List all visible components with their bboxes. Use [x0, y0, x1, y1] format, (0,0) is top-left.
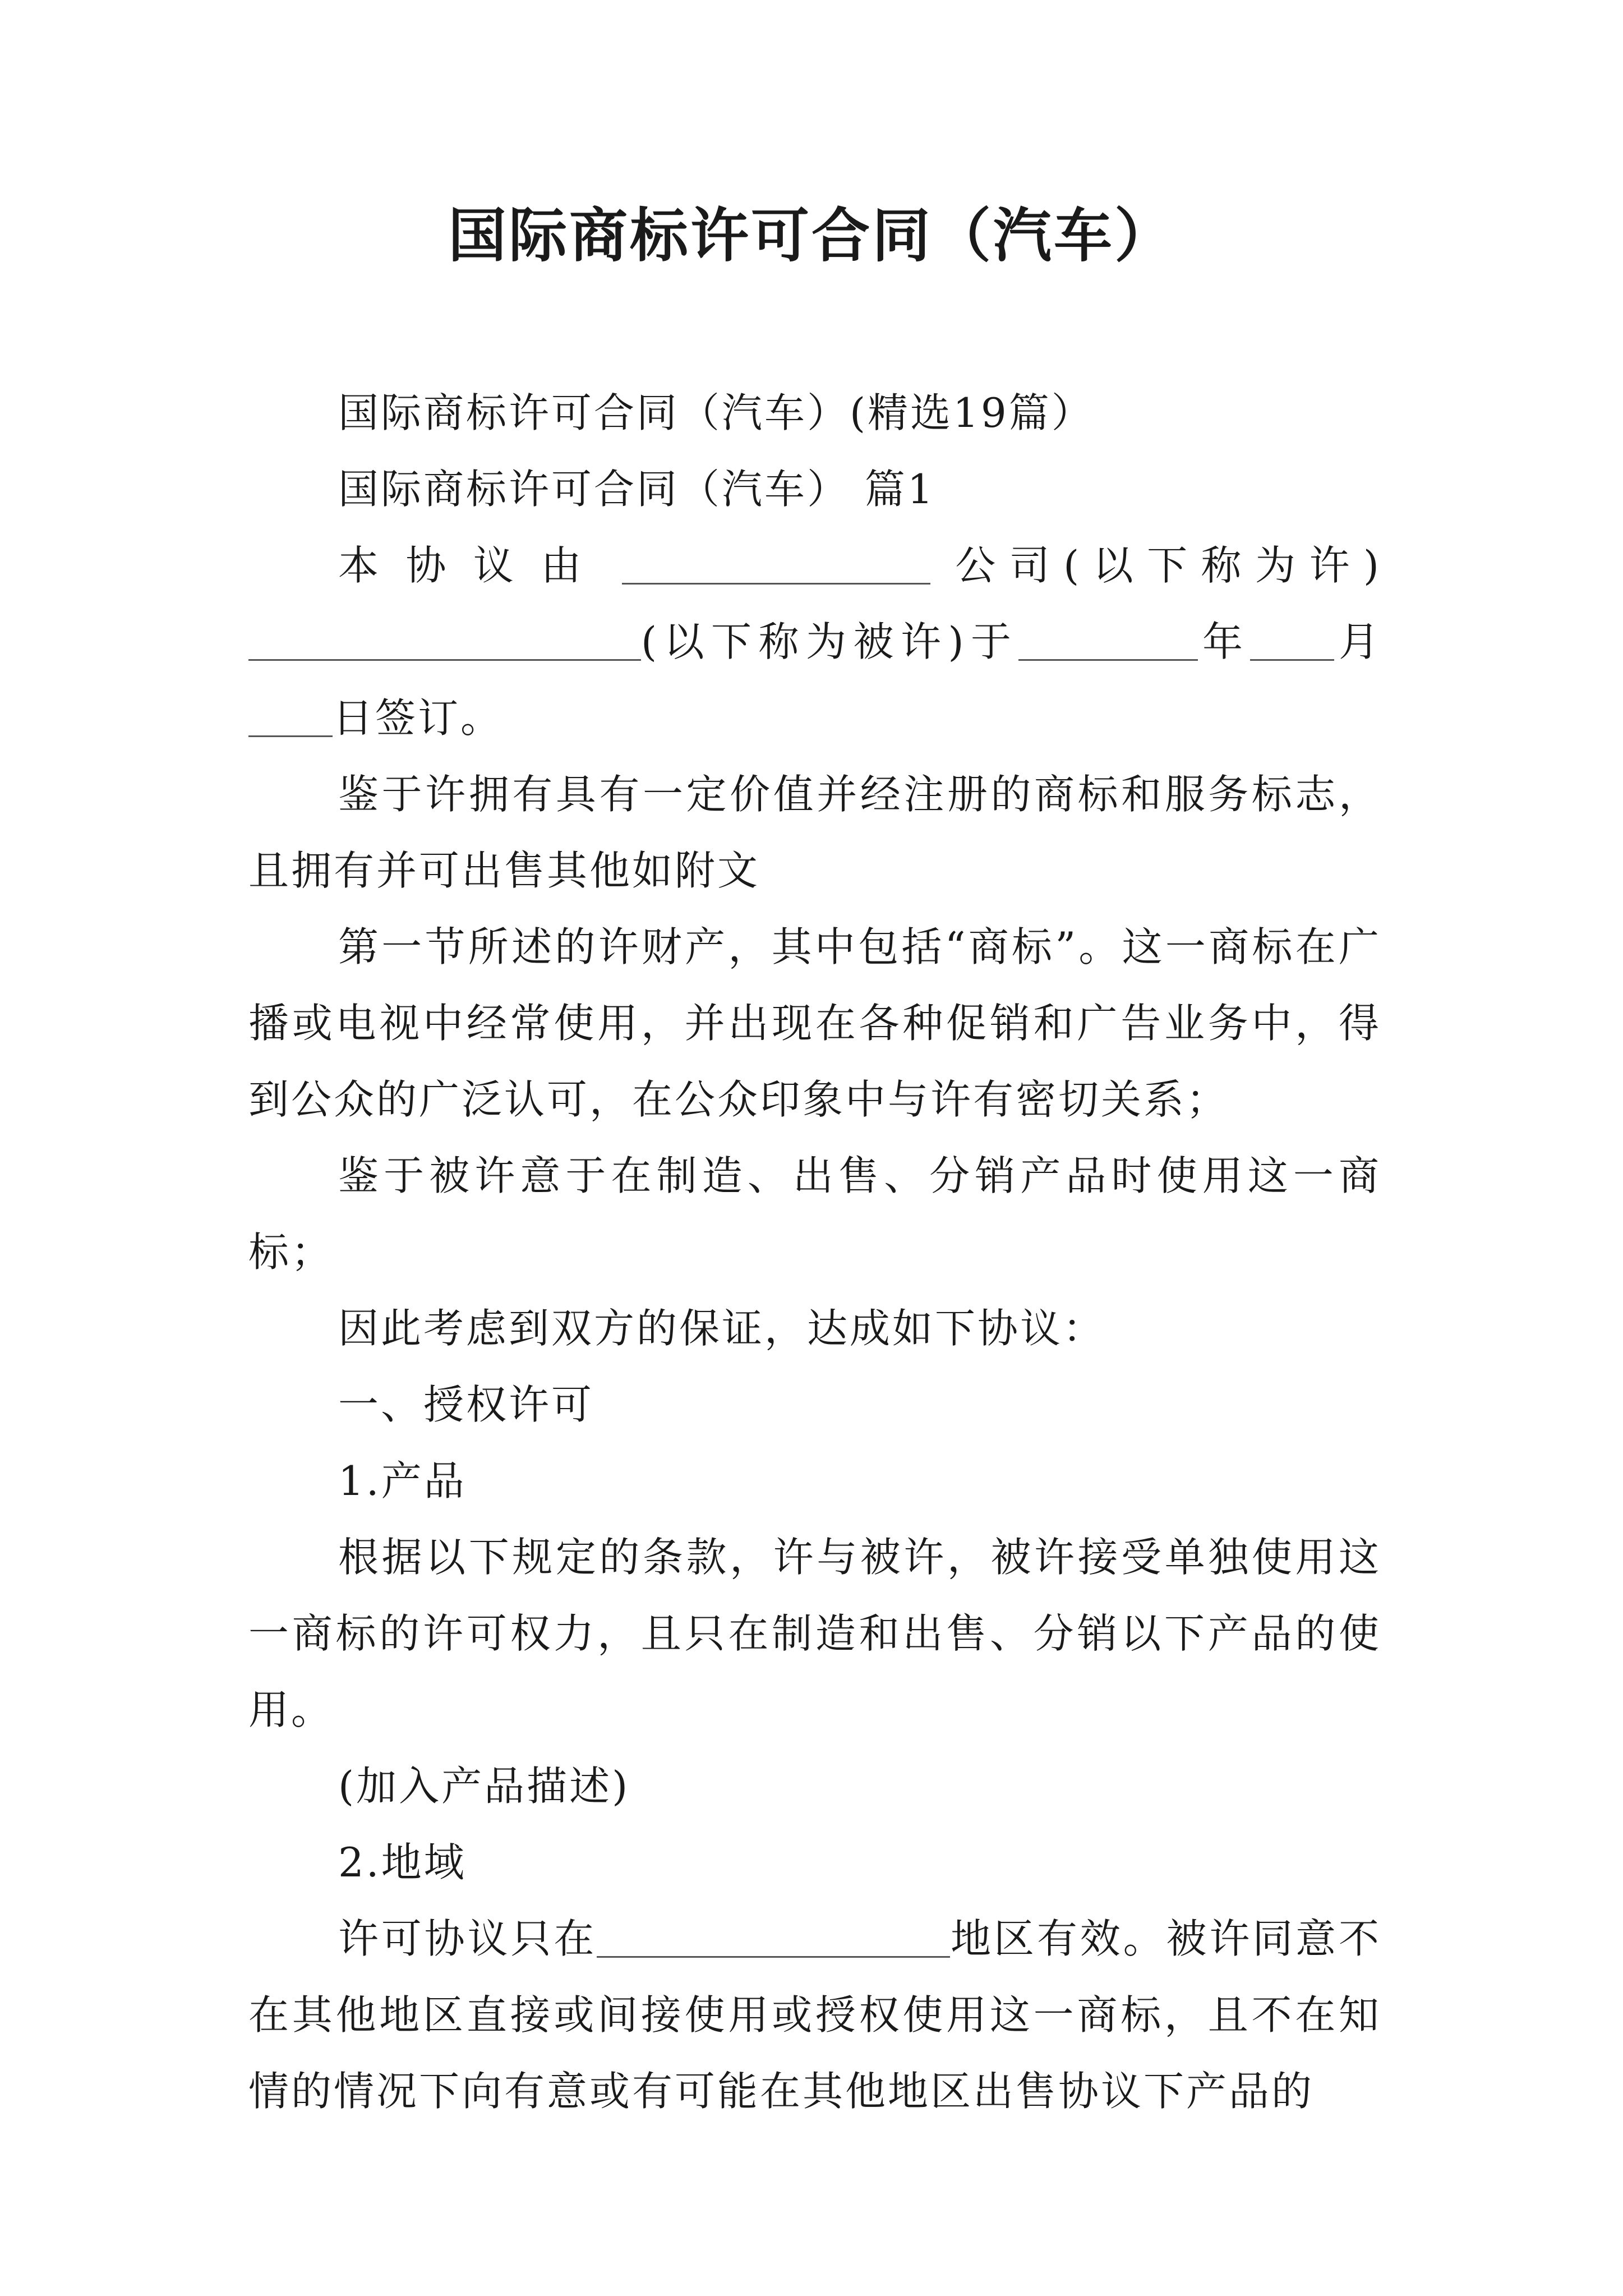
paragraph-collection-title: 国际商标许可合同（汽车）(精选19篇） [338, 389, 1094, 436]
year-blank [1018, 620, 1198, 660]
paragraph-product-grant: 根据以下规定的条款，许与被许，被许接受单独使用这一商标的许可权力，且只在制造和出售、分销以下产品的使用。 [248, 1534, 1381, 1733]
agreement-text-year: 年 [1197, 618, 1250, 665]
territory-text-rest: 地区有效。被许同意不在其他地区直接或间接使用或授权使用这一商标，且不在知情的情况下向有意或有可能在其他地区出售协议下产品的 [248, 1915, 1381, 2115]
agreement-text-licensor: 公司(以下称为许) [943, 542, 1381, 589]
day-blank [248, 697, 333, 737]
subsection-heading-product: 1.产品 [338, 1457, 467, 1504]
paragraph-licensor-property: 第一节所述的许财产，其中包括“商标”。这一商标在广播或电视中经常使用，并出现在各种促销和广告业务中，得到公众的广泛认可，在公众印象中与许有密切关系； [248, 923, 1381, 1123]
territory-blank [597, 1917, 950, 1957]
agreement-text-signed: 日签订。 [333, 694, 504, 742]
agreement-text-licensee: (以下称为被许)于 [641, 618, 1018, 665]
agreement-text-start: 本协议由 [338, 542, 608, 589]
agreement-text-month: 月 [1334, 618, 1381, 665]
document-title: 国际商标许可合同（汽车） [448, 201, 1175, 270]
licensor-blank [622, 544, 930, 584]
paragraph-chapter-heading: 国际商标许可合同（汽车） 篇1 [338, 466, 935, 513]
paragraph-product-description: (加入产品描述) [338, 1763, 630, 1810]
subsection-heading-territory: 2.地域 [338, 1839, 467, 1886]
month-blank [1250, 620, 1334, 660]
paragraph-consideration: 因此考虑到双方的保证，达成如下协议： [338, 1305, 1106, 1352]
paragraph-agreement-parties [248, 527, 1381, 756]
licensee-blank [248, 620, 641, 660]
paragraph-whereas-licensor: 鉴于许拥有具有一定价值并经注册的商标和服务标志，且拥有并可出售其他如附文 [248, 771, 1381, 894]
section-heading-grant: 一、授权许可 [338, 1381, 594, 1428]
paragraph-whereas-licensee: 鉴于被许意于在制造、出售、分销产品时使用这一商标； [248, 1152, 1381, 1276]
paragraph-territory-scope [248, 1901, 1381, 2129]
document-body [248, 375, 1381, 2129]
territory-text-start: 许可协议只在 [338, 1915, 597, 1962]
